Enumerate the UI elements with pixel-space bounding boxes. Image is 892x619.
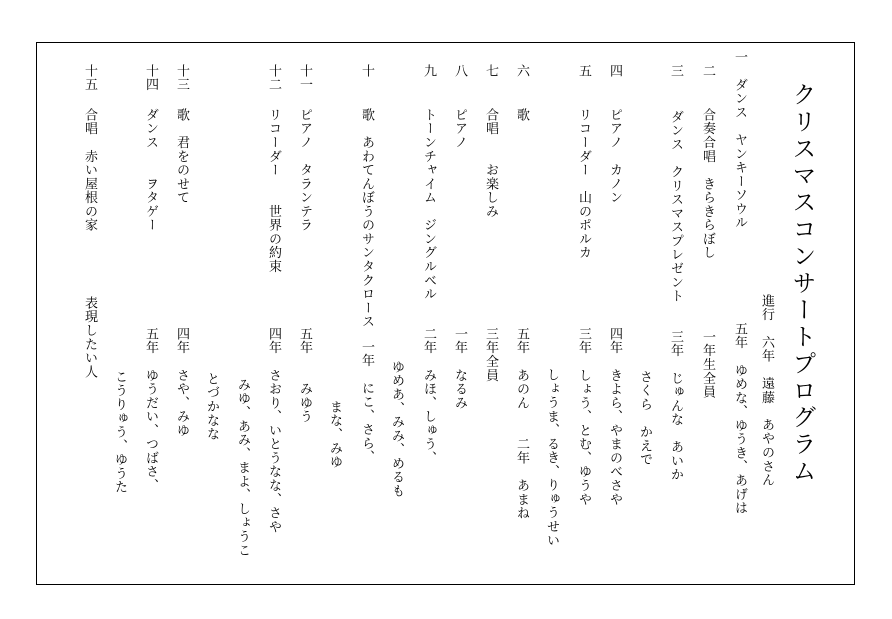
- item-title-15: 合唱 赤い屋根の家: [82, 108, 97, 233]
- item-performers-4: 四年 きよら、やまのべさや: [607, 327, 622, 507]
- item-performers-15: 表現したい人: [82, 296, 97, 379]
- item-title-8: ピアノ: [452, 108, 467, 150]
- item-title-6: 歌: [514, 108, 529, 122]
- item-performers-9: 二年 みほ、しゅう、: [421, 327, 436, 465]
- item-number-6: 六: [514, 64, 529, 78]
- item-performers-7: 三年全員: [483, 327, 498, 383]
- item-performers-3: 三年 じゅんな あいか: [668, 330, 683, 482]
- item-performers-13: 四年 さや、みゆ: [174, 327, 189, 438]
- item-number-14: 十四: [143, 64, 158, 92]
- item-number-13: 十三: [174, 64, 189, 92]
- item-title-3: ダンス クリスマスプレゼント: [668, 110, 683, 303]
- item-performers-11: 五年 みゆう: [297, 327, 312, 424]
- item-title-11: ピアノ タランテラ: [297, 108, 312, 233]
- item-title-2: 合奏合唱 きらきらぼし: [700, 108, 715, 260]
- item-performers-12-cont2: とづかなな: [204, 372, 219, 441]
- item-performers-8: 一年 なるみ: [452, 327, 467, 410]
- item-number-1: 一: [732, 50, 747, 64]
- host-line: [760, 294, 773, 487]
- item-number-4: 四: [607, 64, 622, 78]
- item-number-10: 十: [359, 64, 374, 78]
- item-performers-10-cont: まな、みゆ: [327, 400, 342, 469]
- item-title-13: 歌 君をのせて: [174, 108, 189, 205]
- item-title-10: 歌 あわてんぼうのサンタクロース: [359, 108, 374, 329]
- item-title-1: ダンス ヤンキーソウル: [732, 78, 747, 230]
- item-number-9: 九: [421, 64, 436, 78]
- item-performers-5-cont: しょうま、るき、りゅうせい: [544, 368, 559, 548]
- host-grade: 六年: [759, 335, 774, 363]
- item-number-8: 八: [452, 64, 467, 78]
- item-title-7: 合唱 お楽しみ: [483, 108, 498, 219]
- item-performers-9-cont: ゆめあ、みみ、めるも: [389, 360, 404, 498]
- item-performers-12-cont: みゆ、あみ、まよ、しょうこ: [235, 378, 250, 558]
- item-performers-3-cont: さくら かえで: [637, 370, 652, 467]
- item-title-14: ダンス ヲタゲー: [143, 108, 158, 233]
- host-names: 遠藤 あやのさん: [759, 376, 774, 487]
- item-performers-14-cont: こうりゅう、ゆうた: [112, 370, 127, 495]
- item-number-2: 二: [700, 64, 715, 78]
- item-number-3: 三: [668, 64, 683, 78]
- item-performers-14: 五年 ゆうだい、つばさ、: [143, 327, 158, 493]
- item-title-4: ピアノ カノン: [607, 108, 622, 205]
- item-number-15: 十五: [82, 64, 97, 92]
- item-number-5: 五: [576, 64, 591, 78]
- item-number-12: 十二: [266, 64, 281, 92]
- item-number-11: 十一: [297, 64, 312, 92]
- program-title: クリスマスコンサートプログラム: [788, 82, 816, 486]
- item-performers-10: 一年 にこ、さら、: [359, 340, 374, 465]
- item-performers-1: 五年 ゆめな、ゆうき、あげは: [732, 322, 747, 515]
- item-title-9: トーンチャイム ジングルベル: [421, 108, 436, 301]
- item-performers-12: 四年 さおり、いとうなな、さや: [266, 327, 281, 534]
- item-title-12: リコーダー 世界の約束: [266, 108, 281, 274]
- host-label: 進行: [759, 294, 774, 322]
- item-performers-5: 三年 しょう、とむ、ゆうや: [576, 327, 591, 507]
- item-title-5: リコーダー 山のポルカ: [576, 108, 591, 260]
- item-number-7: 七: [483, 64, 498, 78]
- item-performers-6: 五年 あのん 二年 あまね: [514, 327, 529, 520]
- item-performers-2: 一年生全員: [700, 330, 715, 399]
